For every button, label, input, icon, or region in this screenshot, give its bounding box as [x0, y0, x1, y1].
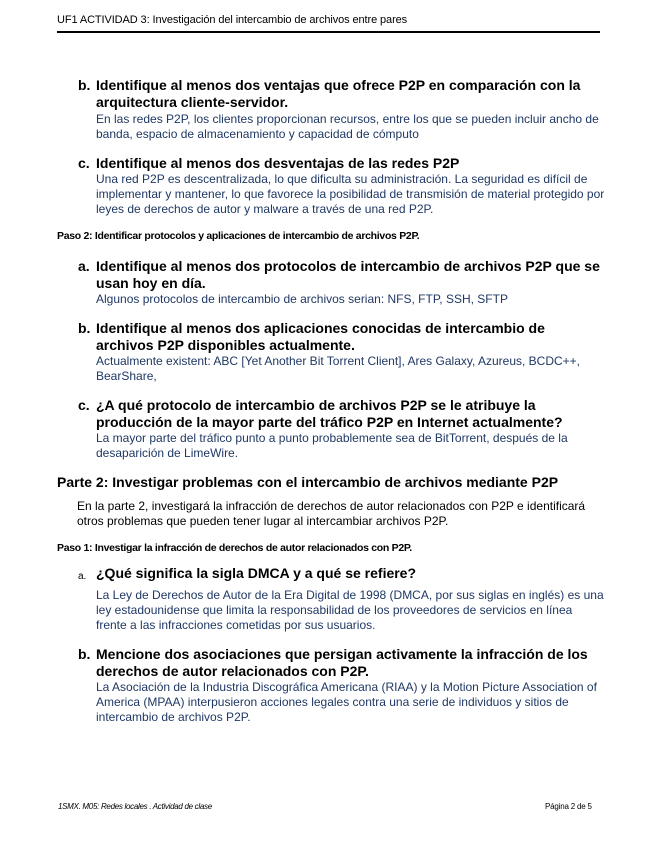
question-letter: a.	[78, 258, 90, 274]
answer-p2-1a: La Ley de Derechos de Autor de la Era Digital de 1998 (DMCA, por sus siglas en inglés) es una ley estadounidense que limita la responsabilidad de los proveedores de servicios en línea frente a las infracciones cometidas por sus usuarios.	[96, 588, 604, 632]
question-text: Identifique al menos dos ventajas que ofrece P2P en comparación con la arquitectura cliente-servidor.	[96, 77, 581, 110]
question-text: Mencione dos asociaciones que persigan activamente la infracción de los derechos de autor relacionados con P2P.	[96, 646, 588, 679]
answer-p2-1b: La Asociación de la Industria Discográfica Americana (RIAA) y la Motion Picture Association of America (MPAA) interpusieron acciones legales contra una serie de individuos y sitios de intercambio de archivos P2P.	[96, 680, 597, 724]
footer-page-number: Página 2 de 5	[545, 802, 592, 811]
answer-2b: Actualmente existent: ABC [Yet Another Bit Torrent Client], Ares Galaxy, Azureus, BCDC++, BearShare,	[96, 354, 581, 383]
question-text: Identifique al menos dos aplicaciones conocidas de intercambio de archivos P2P disponibles actualmente.	[96, 320, 545, 353]
answer-2c: La mayor parte del tráfico punto a punto probablemente sea de BitTorrent, después de la desaparición de LimeWire.	[96, 431, 568, 460]
part-2-heading: Parte 2: Investigar problemas con el intercambio de archivos mediante P2P	[57, 474, 559, 490]
header-rule	[57, 31, 600, 33]
question-letter: b.	[78, 77, 91, 93]
answer-1b: En las redes P2P, los clientes proporcionan recursos, entre los que se pueden incluir ancho de banda, espacio de almacenamiento y capacidad de cómputo	[96, 112, 599, 141]
question-letter: b.	[78, 320, 91, 336]
question-letter: b.	[78, 646, 91, 662]
step-2-heading: Paso 2: Identificar protocolos y aplicaciones de intercambio de archivos P2P.	[57, 230, 420, 242]
question-text: Identifique al menos dos protocolos de intercambio de archivos P2P que se usan hoy en día.	[96, 258, 600, 291]
document-header: UF1 ACTIVIDAD 3: Investigación del intercambio de archivos entre pares	[57, 14, 408, 26]
answer-1c: Una red P2P es descentralizada, lo que dificulta su administración. La seguridad es difícil de implementar y mantener, lo que favorece la posibilidad de transmisión de material protegido por leyes de derechos de autor y malware a través de una red P2P.	[96, 172, 605, 216]
question-letter: c.	[78, 155, 90, 171]
part2-step-1-heading: Paso 1: Investigar la infracción de derechos de autor relacionados con P2P.	[57, 542, 412, 554]
part-2-intro: En la parte 2, investigará la infracción de derechos de autor relacionados con P2P e identificará otros problemas que pueden tener lugar al intercambiar archivos P2P.	[77, 499, 586, 528]
answer-2a: Algunos protocolos de intercambio de archivos serian: NFS, FTP, SSH, SFTP	[96, 292, 508, 306]
question-letter: c.	[78, 397, 90, 413]
question-text: Identifique al menos dos desventajas de las redes P2P	[96, 155, 460, 171]
question-letter: a.	[78, 571, 87, 582]
footer-course: 1SMX. M05: Redes locales . Actividad de clase	[58, 802, 212, 811]
question-text: ¿Qué significa la sigla DMCA y a qué se refiere?	[96, 565, 417, 581]
question-text: ¿A qué protocolo de intercambio de archivos P2P se le atribuye la producción de la mayor parte del tráfico P2P en Internet actualmente?	[96, 397, 563, 430]
